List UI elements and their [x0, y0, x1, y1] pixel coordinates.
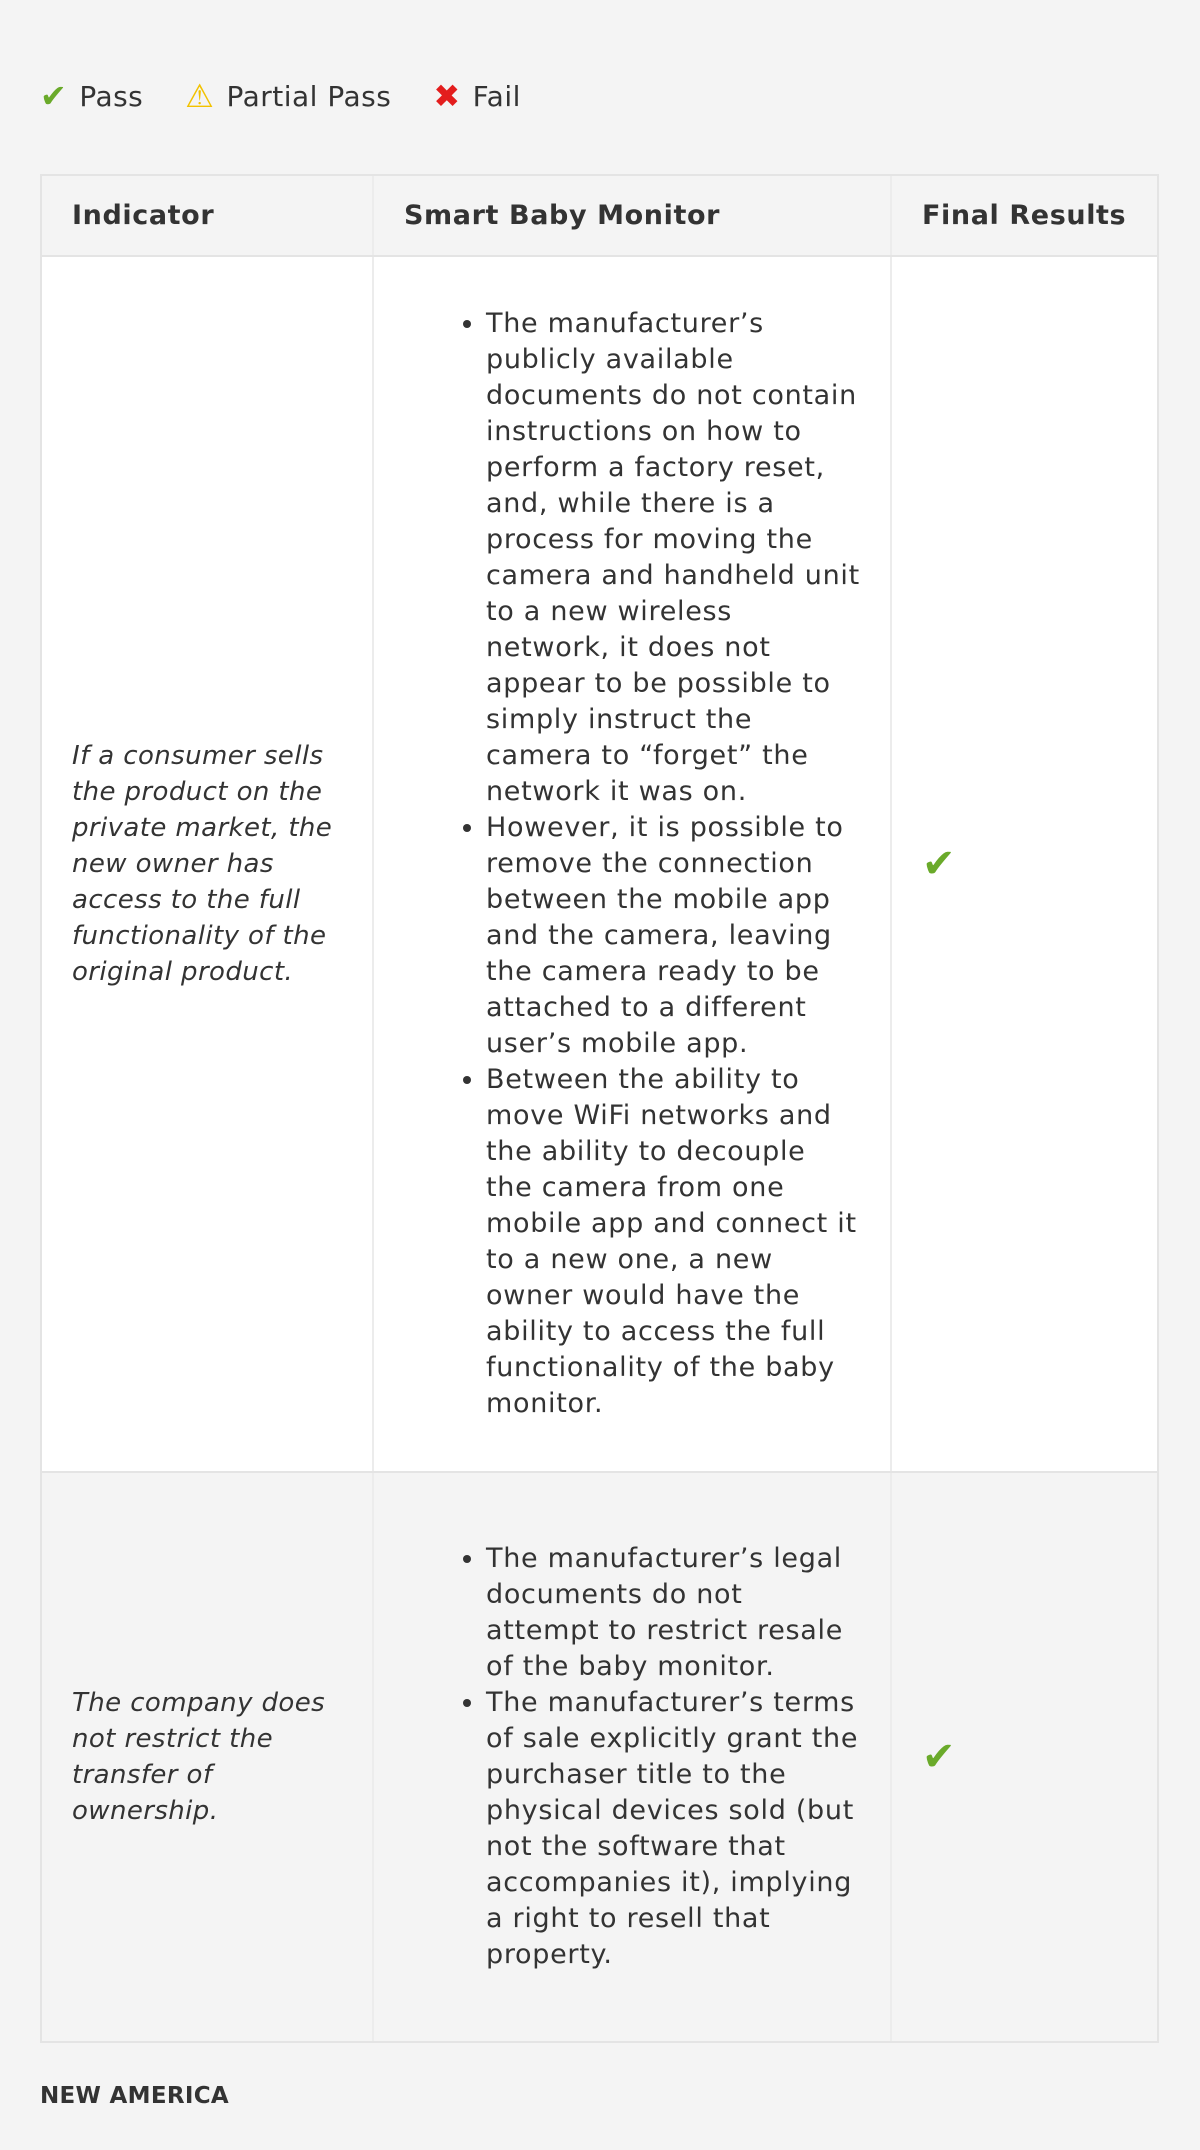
legend-label: Pass [79, 79, 144, 113]
indicator-cell [42, 1473, 374, 2041]
evidence-list [374, 306, 890, 1422]
list-item: • The manufacturer’s terms of sale explicitly grant the purchaser title to the physical devices sold (but not the software that accompanies it), implying a right to resell that property. [486, 1685, 860, 1973]
result-cell [892, 257, 1157, 1471]
list-item: • The manufacturer’s publicly available documents do not contain instructions on how to perform a factory reset, and, while there is a process for moving the camera and handheld unit to a new wireless network, it does not appear to be possible to simply instruct the camera to “forget” the network it was on. [486, 306, 860, 810]
table-row [42, 1471, 1157, 2041]
table-header-row [42, 176, 1157, 255]
header-final-results: Final Results [922, 200, 1127, 231]
legend-label: Fail [472, 79, 521, 113]
list-item: • Between the ability to move WiFi networks and the ability to decouple the camera from one mobile app and connect it to a new one, a new owner would have the ability to access the full functionality of the baby monitor. [486, 1062, 860, 1422]
evidence-cell [374, 257, 892, 1471]
cross-mark-icon: ✖ [433, 77, 461, 115]
list-item: • However, it is possible to remove the connection between the mobile app and the camera, leaving the camera ready to be attached to a different user’s mobile app. [486, 810, 860, 1062]
check-mark-icon: ✔ [40, 77, 68, 115]
indicator-text: The company does not restrict the transfer of ownership. [72, 1688, 326, 1826]
evidence-list [374, 1541, 890, 1973]
indicator-cell [42, 257, 374, 1471]
legend-item-pass [40, 77, 144, 115]
warning-icon: ⚠ [185, 77, 215, 115]
legend [40, 76, 563, 116]
header-smart-baby-monitor: Smart Baby Monitor [374, 176, 892, 255]
check-mark-icon: ✔ [922, 1734, 956, 1780]
new-america-logo: NEW AMERICA [40, 2083, 229, 2109]
check-mark-icon: ✔ [922, 841, 956, 887]
legend-label: Partial Pass [226, 79, 392, 113]
list-item: • The manufacturer’s legal documents do not attempt to restrict resale of the baby monitor. [486, 1541, 860, 1685]
indicator-text: If a consumer sells the product on the private market, the new owner has access to the full functionality of the original product. [72, 741, 333, 987]
legend-item-fail [433, 77, 521, 115]
legend-item-partial-pass [185, 77, 392, 115]
results-table [40, 174, 1159, 2043]
header-indicator: Indicator [42, 176, 374, 255]
result-cell [892, 1473, 1157, 2041]
table-row [42, 255, 1157, 1471]
evidence-cell [374, 1473, 892, 2041]
